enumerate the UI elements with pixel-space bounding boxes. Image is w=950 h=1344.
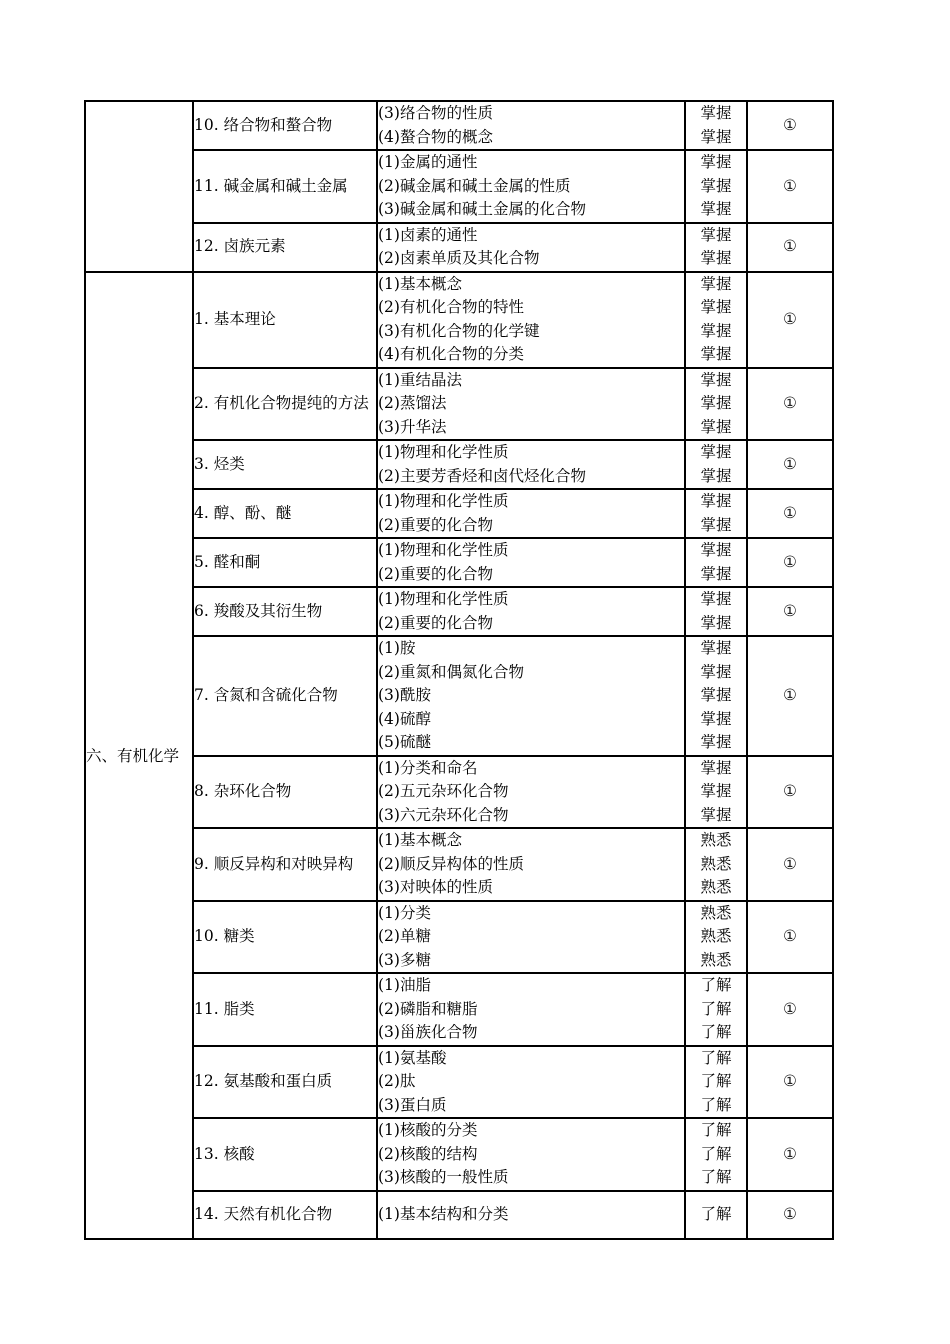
item-line: (3)升华法 <box>378 417 447 436</box>
level-line: 了解 <box>700 1072 732 1090</box>
level-line: 熟悉 <box>700 831 732 849</box>
item-line: (1)物理和化学性质 <box>378 492 509 510</box>
unit-cell <box>747 973 833 1046</box>
level-cell <box>685 538 747 587</box>
level-cell <box>685 440 747 489</box>
item-line: (2)蒸馏法 <box>378 394 447 412</box>
table-row <box>85 272 833 368</box>
level-line: 了解 <box>700 976 732 994</box>
level-line: 掌握 <box>700 370 732 389</box>
item-line: (3)甾族化合物 <box>378 1023 478 1041</box>
level-line: 掌握 <box>700 662 732 681</box>
item-line: (4)有机化合物的分类 <box>378 345 524 363</box>
level-line: 掌握 <box>700 345 732 363</box>
section-cell <box>85 272 193 1239</box>
level-cell <box>685 101 747 150</box>
unit-cell <box>747 1191 833 1239</box>
item-line: (3)蛋白质 <box>378 1095 447 1114</box>
level-cell <box>685 756 747 829</box>
item-line: (2)碱金属和碱土金属的性质 <box>378 176 571 195</box>
level-cell <box>685 828 747 901</box>
level-line: 了解 <box>700 1095 732 1114</box>
level-cell <box>685 973 747 1046</box>
topic-label: 4. 醇、酚、醚 <box>194 503 292 522</box>
topic-cell <box>193 1046 377 1119</box>
topic-cell <box>193 1191 377 1239</box>
item-line: (1)基本概念 <box>378 831 462 849</box>
topic-label: 14. 天然有机化合物 <box>194 1204 333 1223</box>
item-line: (1)基本概念 <box>378 274 462 293</box>
section-title: 六、有机化学 <box>86 746 180 765</box>
topic-cell <box>193 756 377 829</box>
items-cell <box>377 1046 685 1119</box>
unit-cell <box>747 101 833 150</box>
unit-cell <box>747 1118 833 1191</box>
table-row <box>85 587 833 636</box>
level-line: 掌握 <box>700 782 732 800</box>
item-line: (1)核酸的分类 <box>378 1121 478 1139</box>
table-row <box>85 901 833 974</box>
item-line: (3)核酸的一般性质 <box>378 1168 509 1186</box>
table-row <box>85 440 833 489</box>
items-cell <box>377 828 685 901</box>
topic-label: 11. 碱金属和碱土金属 <box>194 176 348 195</box>
topic-label: 5. 醛和酮 <box>194 552 261 571</box>
level-line: 掌握 <box>700 321 732 340</box>
level-cell <box>685 150 747 223</box>
level-cell <box>685 1191 747 1239</box>
items-cell <box>377 489 685 538</box>
item-line: (1)分类和命名 <box>378 758 478 777</box>
topic-cell <box>193 828 377 901</box>
topic-label: 6. 羧酸及其衍生物 <box>194 601 323 620</box>
topic-cell <box>193 587 377 636</box>
topic-label: 10. 络合物和螯合物 <box>194 115 333 134</box>
level-line: 了解 <box>700 1144 732 1163</box>
level-line: 掌握 <box>700 541 732 559</box>
topic-cell <box>193 368 377 441</box>
unit-mark: ① <box>783 503 797 522</box>
item-line: (1)物理和化学性质 <box>378 443 509 461</box>
unit-mark: ① <box>783 176 797 195</box>
item-line: (2)核酸的结构 <box>378 1144 478 1163</box>
items-cell <box>377 101 685 150</box>
level-line: 掌握 <box>700 492 732 510</box>
table-row <box>85 489 833 538</box>
level-line: 掌握 <box>700 805 732 824</box>
unit-mark: ① <box>783 552 797 571</box>
table-row <box>85 1118 833 1191</box>
item-line: (3)有机化合物的化学键 <box>378 321 540 340</box>
item-line: (3)酰胺 <box>378 686 431 704</box>
level-line: 掌握 <box>700 417 732 436</box>
level-line: 掌握 <box>700 200 732 218</box>
topic-cell <box>193 101 377 150</box>
topic-cell <box>193 489 377 538</box>
level-line: 掌握 <box>700 590 732 608</box>
unit-mark: ① <box>783 1072 797 1090</box>
table-row <box>85 368 833 441</box>
item-line: (2)重氮和偶氮化合物 <box>378 662 524 681</box>
item-line: (1)氨基酸 <box>378 1048 447 1067</box>
table-row <box>85 538 833 587</box>
unit-cell <box>747 587 833 636</box>
item-line: (2)单糖 <box>378 927 431 945</box>
level-cell <box>685 1046 747 1119</box>
topic-label: 12. 卤族元素 <box>194 237 286 256</box>
topic-label: 10. 糖类 <box>194 927 255 945</box>
topic-cell <box>193 901 377 974</box>
topic-label: 11. 脂类 <box>194 999 255 1018</box>
level-line: 了解 <box>700 1023 732 1041</box>
topic-label: 9. 顺反异构和对映异构 <box>194 854 354 873</box>
unit-mark: ① <box>783 854 797 873</box>
unit-cell <box>747 538 833 587</box>
topic-label: 7. 含氮和含硫化合物 <box>194 686 338 704</box>
topic-cell <box>193 636 377 756</box>
level-cell <box>685 368 747 441</box>
level-line: 掌握 <box>700 394 732 412</box>
item-line: (4)螯合物的概念 <box>378 127 493 146</box>
table-row <box>85 756 833 829</box>
items-cell <box>377 901 685 974</box>
item-line: (2)重要的化合物 <box>378 515 493 534</box>
unit-mark: ① <box>783 686 797 704</box>
item-line: (3)碱金属和碱土金属的化合物 <box>378 200 586 218</box>
level-line: 掌握 <box>700 249 732 267</box>
unit-cell <box>747 489 833 538</box>
level-cell <box>685 587 747 636</box>
level-cell <box>685 901 747 974</box>
item-line: (2)重要的化合物 <box>378 564 493 583</box>
items-cell <box>377 587 685 636</box>
item-line: (3)多糖 <box>378 950 431 969</box>
level-line: 掌握 <box>700 686 732 704</box>
items-cell <box>377 538 685 587</box>
topic-label: 13. 核酸 <box>194 1144 255 1163</box>
topic-cell <box>193 538 377 587</box>
section-title <box>86 186 192 187</box>
items-cell <box>377 368 685 441</box>
item-line: (1)物理和化学性质 <box>378 590 509 608</box>
item-line: (1)基本结构和分类 <box>378 1204 509 1223</box>
table-row <box>85 1046 833 1119</box>
items-cell <box>377 973 685 1046</box>
item-line: (5)硫醚 <box>378 733 431 751</box>
syllabus-table <box>84 100 834 1240</box>
syllabus-table-viewport <box>84 104 834 1223</box>
topic-label: 1. 基本理论 <box>194 309 276 328</box>
item-line: (2)重要的化合物 <box>378 613 493 632</box>
unit-cell <box>747 901 833 974</box>
item-line: (1)卤素的通性 <box>378 225 478 244</box>
unit-mark: ① <box>783 782 797 800</box>
table-row <box>85 223 833 272</box>
level-line: 了解 <box>700 999 732 1018</box>
section-cell <box>85 101 193 272</box>
topic-cell <box>193 272 377 368</box>
level-line: 掌握 <box>700 104 732 122</box>
level-line: 掌握 <box>700 176 732 195</box>
item-line: (2)有机化合物的特性 <box>378 298 524 316</box>
item-line: (1)物理和化学性质 <box>378 541 509 559</box>
level-line: 掌握 <box>700 564 732 583</box>
topic-cell <box>193 1118 377 1191</box>
level-cell <box>685 636 747 756</box>
table-row <box>85 636 833 756</box>
level-cell <box>685 272 747 368</box>
level-line: 了解 <box>700 1168 732 1186</box>
unit-cell <box>747 223 833 272</box>
topic-cell <box>193 973 377 1046</box>
item-line: (1)重结晶法 <box>378 370 462 389</box>
item-line: (2)顺反异构体的性质 <box>378 854 524 873</box>
table-row <box>85 828 833 901</box>
level-line: 掌握 <box>700 153 732 171</box>
item-line: (1)金属的通性 <box>378 153 478 171</box>
level-line: 了解 <box>700 1048 732 1067</box>
item-line: (2)五元杂环化合物 <box>378 782 509 800</box>
unit-mark: ① <box>783 927 797 945</box>
level-line: 掌握 <box>700 466 732 485</box>
items-cell <box>377 756 685 829</box>
topic-label: 2. 有机化合物提纯的方法 <box>194 394 369 413</box>
item-line: (2)肽 <box>378 1072 416 1090</box>
unit-mark: ① <box>783 309 797 328</box>
level-line: 熟悉 <box>700 854 732 873</box>
level-line: 熟悉 <box>700 950 732 969</box>
level-line: 掌握 <box>700 733 732 751</box>
unit-cell <box>747 828 833 901</box>
level-line: 掌握 <box>700 225 732 244</box>
table-row <box>85 150 833 223</box>
level-line: 掌握 <box>700 613 732 632</box>
table-row <box>85 973 833 1046</box>
unit-cell <box>747 440 833 489</box>
item-line: (2)卤素单质及其化合物 <box>378 249 540 267</box>
topic-label: 12. 氨基酸和蛋白质 <box>194 1072 333 1090</box>
level-cell <box>685 489 747 538</box>
level-line: 了解 <box>700 1204 732 1223</box>
unit-mark: ① <box>783 601 797 620</box>
level-line: 掌握 <box>700 274 732 293</box>
topic-label: 8. 杂环化合物 <box>194 782 292 800</box>
table-row <box>85 1191 833 1239</box>
items-cell <box>377 223 685 272</box>
level-line: 掌握 <box>700 758 732 777</box>
item-line: (3)六元杂环化合物 <box>378 805 509 824</box>
item-line: (1)油脂 <box>378 976 431 994</box>
unit-cell <box>747 636 833 756</box>
level-line: 熟悉 <box>700 878 732 896</box>
level-cell <box>685 1118 747 1191</box>
topic-cell <box>193 223 377 272</box>
topic-cell <box>193 150 377 223</box>
topic-cell <box>193 440 377 489</box>
unit-cell <box>747 1046 833 1119</box>
item-line: (3)对映体的性质 <box>378 878 493 896</box>
item-line: (1)胺 <box>378 639 416 657</box>
items-cell <box>377 636 685 756</box>
unit-mark: ① <box>783 1144 797 1163</box>
unit-cell <box>747 756 833 829</box>
unit-mark: ① <box>783 237 797 256</box>
items-cell <box>377 1191 685 1239</box>
level-line: 掌握 <box>700 639 732 657</box>
item-line: (1)分类 <box>378 903 431 922</box>
items-cell <box>377 440 685 489</box>
unit-mark: ① <box>783 454 797 473</box>
topic-label: 3. 烃类 <box>194 454 245 473</box>
unit-cell <box>747 368 833 441</box>
items-cell <box>377 150 685 223</box>
unit-cell <box>747 272 833 368</box>
level-line: 了解 <box>700 1121 732 1139</box>
item-line: (3)络合物的性质 <box>378 104 493 122</box>
level-line: 掌握 <box>700 127 732 146</box>
unit-mark: ① <box>783 999 797 1018</box>
level-line: 掌握 <box>700 298 732 316</box>
item-line: (4)硫醇 <box>378 709 431 728</box>
unit-mark: ① <box>783 1204 797 1223</box>
unit-cell <box>747 150 833 223</box>
item-line: (2)磷脂和糖脂 <box>378 999 478 1018</box>
level-line: 掌握 <box>700 709 732 728</box>
level-line: 熟悉 <box>700 903 732 922</box>
item-line: (2)主要芳香烃和卤代烃化合物 <box>378 466 586 485</box>
table-row <box>85 101 833 150</box>
level-line: 掌握 <box>700 443 732 461</box>
level-cell <box>685 223 747 272</box>
unit-mark: ① <box>783 115 797 134</box>
items-cell <box>377 272 685 368</box>
items-cell <box>377 1118 685 1191</box>
unit-mark: ① <box>783 394 797 412</box>
level-line: 掌握 <box>700 515 732 534</box>
level-line: 熟悉 <box>700 927 732 945</box>
